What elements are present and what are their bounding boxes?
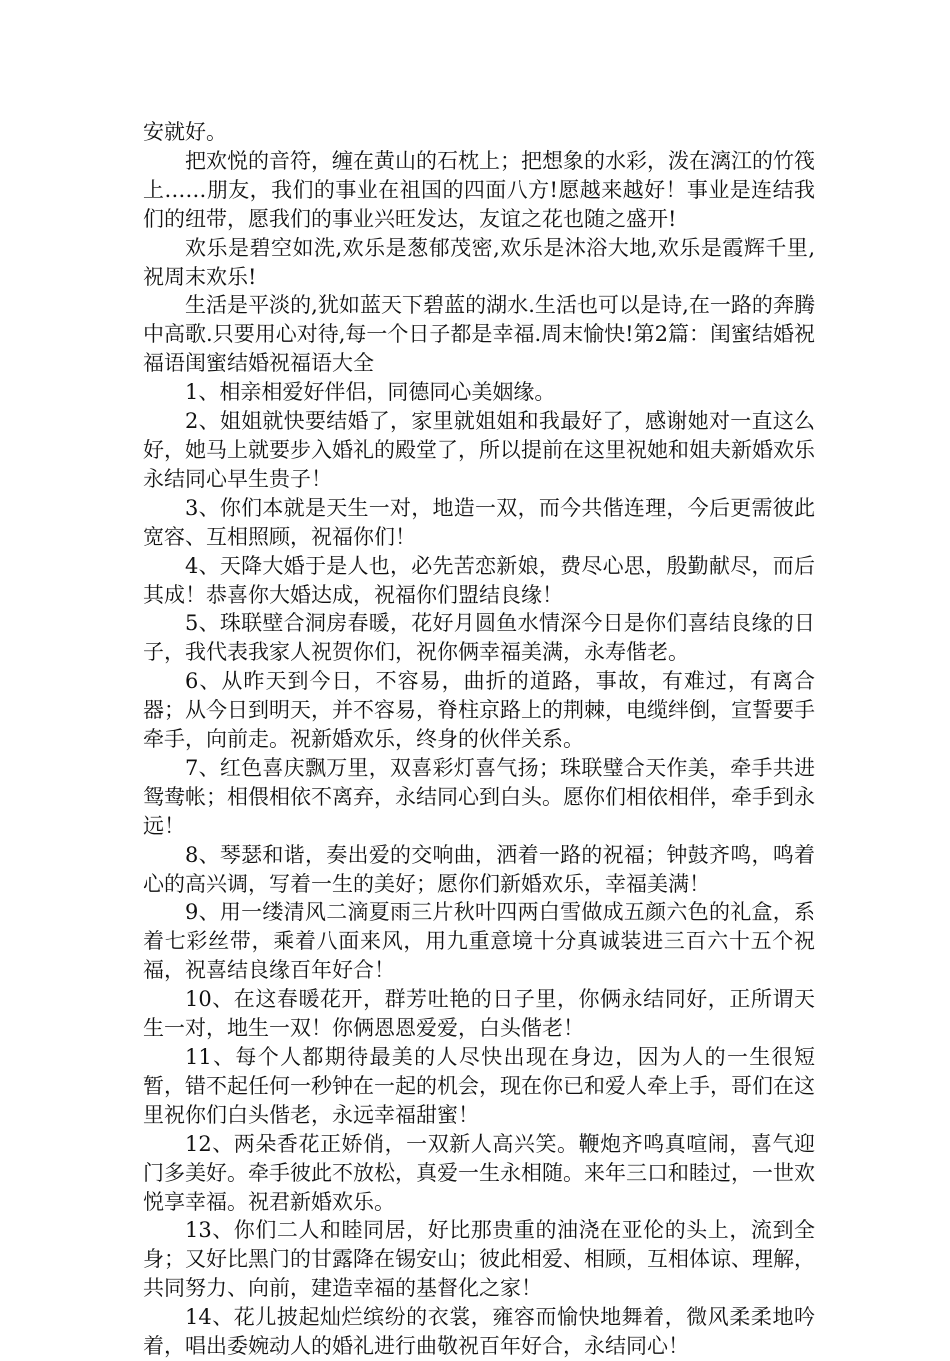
list-item: 1、相亲相爱好伴侣，同德同心美姻缘。 [185, 380, 556, 405]
list-item: 14、花儿披起灿烂缤纷的衣裳，雍容而愉快地舞着，微风柔柔地吟着，唱出委婉动人的婚礼进行曲敬祝百年好合，永结同心！ [143, 1305, 815, 1359]
paragraph: 把欢悦的音符，缠在黄山的石枕上；把想象的水彩，泼在漓江的竹筏上……朋友，我们的事业在祖国的四面八方!愿越来越好！事业是连结我们的纽带，愿我们的事业兴旺发达，友谊之花也随之盛开! [143, 148, 815, 231]
paragraph: 生活是平淡的,犹如蓝天下碧蓝的湖水.生活也可以是诗,在一路的奔腾中高歌.只要用心对待,每一个日子都是幸福.周末愉快!第2篇：闺蜜结婚祝福语闺蜜结婚祝福语大全 [143, 293, 815, 376]
paragraph: 欢乐是碧空如洗,欢乐是葱郁茂密,欢乐是沐浴大地,欢乐是霞辉千里,祝周末欢乐! [143, 235, 815, 289]
list-item: 7、红色喜庆飘万里，双喜彩灯喜气扬；珠联璧合天作美，牵手共进鸳鸯帐；相偎相依不离弃，永结同心到白头。愿你们相依相伴，牵手到永远！ [143, 755, 815, 838]
paragraph-continuation: 安就好。 [143, 120, 227, 144]
list-item: 9、用一缕清风二滴夏雨三片秋叶四两白雪做成五颜六色的礼盒，系着七彩丝带，乘着八面来风，用九重意境十分真诚装进三百六十五个祝福，祝喜结良缘百年好合！ [143, 900, 815, 983]
list-item: 5、珠联壁合洞房春暖，花好月圆鱼水情深今日是你们喜结良缘的日子，我代表我家人祝贺你们，祝你俩幸福美满，永寿偕老。 [143, 611, 815, 665]
list-item: 8、琴瑟和谐，奏出爱的交响曲，洒着一路的祝福；钟鼓齐鸣，鸣着心的高兴调，写着一生的美好；愿你们新婚欢乐，幸福美满！ [143, 842, 815, 896]
list-item: 12、两朵香花正娇俏，一双新人高兴笑。鞭炮齐鸣真喧闹，喜气迎门多美好。牵手彼此不放松，真爱一生永相随。来年三口和睦过，一世欢悦享幸福。祝君新婚欢乐。 [143, 1131, 815, 1214]
list-item: 13、你们二人和睦同居，好比那贵重的油浇在亚伦的头上，流到全身；又好比黑门的甘露降在锡安山；彼此相爱、相顾，互相体谅、理解，共同努力、向前，建造幸福的基督化之家！ [143, 1218, 815, 1301]
list-item: 6、从昨天到今日，不容易，曲折的道路，事故，有难过，有离合器；从今日到明天，并不容易，脊柱京路上的荆棘，电缆绊倒，宣誓要手牵手，向前走。祝新婚欢乐，终身的伙伴关系。 [143, 669, 815, 752]
document-body [143, 118, 815, 1361]
list-item: 2、姐姐就快要结婚了，家里就姐姐和我最好了，感谢她对一直这么好，她马上就要步入婚礼的殿堂了，所以提前在这里祝她和姐夫新婚欢乐永结同心早生贵子！ [143, 409, 815, 491]
list-item: 3、你们本就是天生一对，地造一双，而今共偕连理，今后更需彼此宽容、互相照顾，祝福你们！ [143, 495, 815, 549]
list-item: 10、在这春暖花开，群芳吐艳的日子里，你俩永结同好，正所谓天生一对，地生一双！你俩恩恩爱爱，白头偕老！ [143, 987, 815, 1041]
list-item: 11、每个人都期待最美的人尽快出现在身边，因为人的一生很短暂，错不起任何一秒钟在一起的机会，现在你已和爱人牵上手，哥们在这里祝你们白头偕老，永远幸福甜蜜！ [143, 1045, 815, 1127]
list-item: 4、天降大婚于是人也，必先苦恋新娘，费尽心思，殷勤献尽，而后其成！恭喜你大婚达成，祝福你们盟结良缘！ [143, 553, 815, 607]
